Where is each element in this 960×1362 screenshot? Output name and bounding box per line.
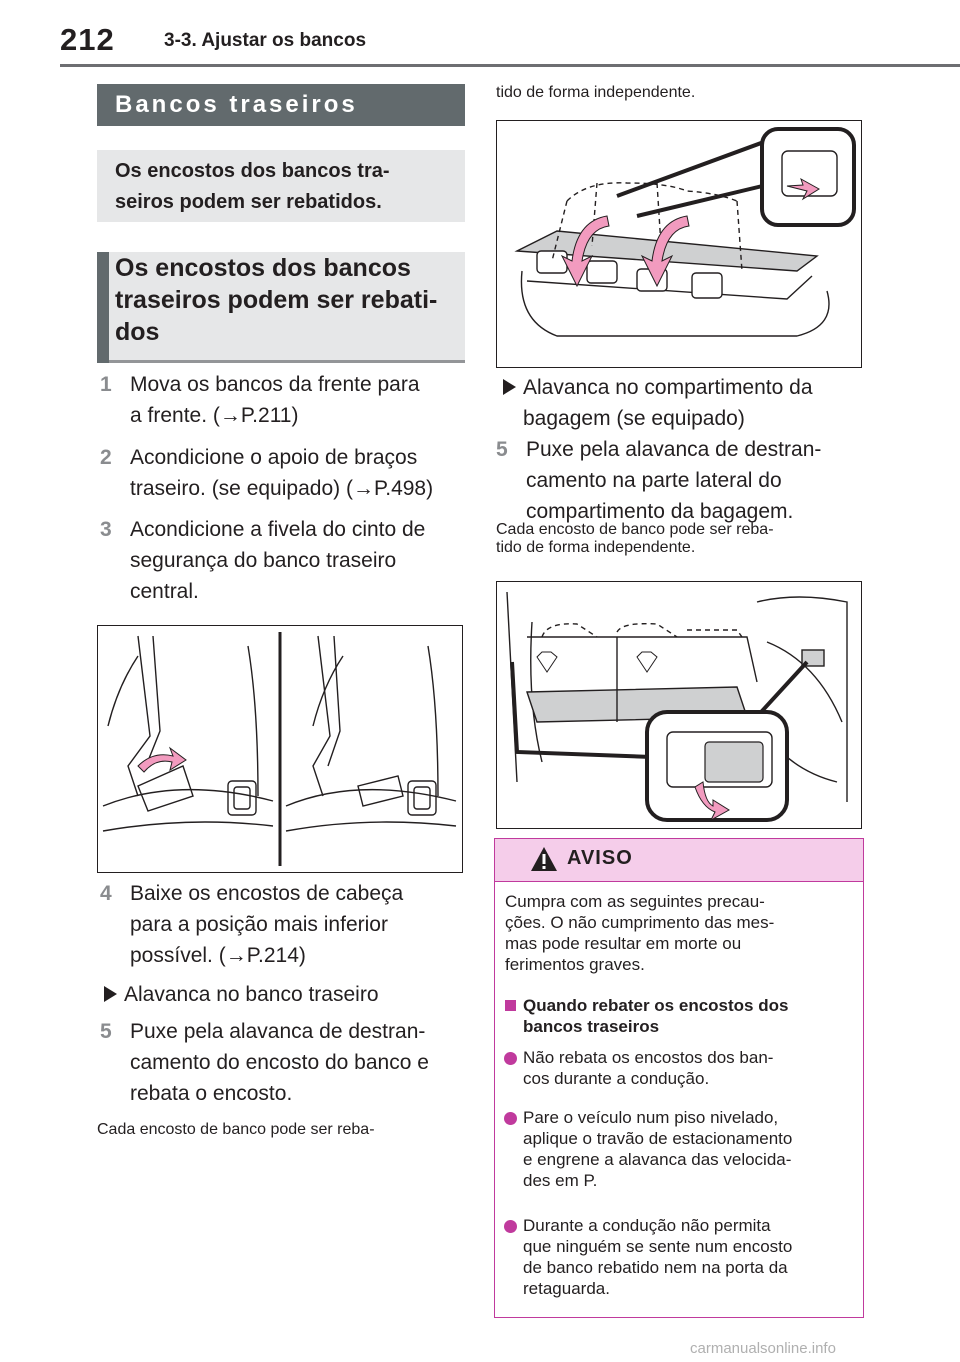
option-text: Alavanca no banco traseiro	[124, 983, 379, 1006]
step-number: 2	[100, 446, 112, 469]
note-text: Cada encosto de banco pode ser reba-	[97, 1121, 375, 1138]
section-heading-bar	[97, 84, 465, 126]
intro-line: Os encostos dos bancos tra-	[115, 160, 390, 182]
section-title: 3-3. Ajustar os bancos	[164, 30, 367, 51]
header-rule	[60, 64, 960, 67]
rear-seat-illustration	[497, 121, 861, 367]
page-number: 212	[60, 22, 115, 57]
subheading-box	[97, 252, 465, 363]
seatbelt-figure	[97, 625, 463, 873]
subheading-line: Os encostos dos bancos	[115, 254, 411, 282]
option-label	[124, 979, 464, 1010]
note-continued: tido de forma independente.	[496, 84, 696, 101]
warning-box	[494, 838, 864, 1318]
warning-subheading: Quando rebater os encostos dos bancos traseiros	[523, 996, 789, 1036]
step-text: Baixe os encostos de cabeça para a posição mais inferior possível. (→P.214)	[130, 882, 404, 967]
option-label-right: Alavanca no compartimento da bagagem (se equipado)	[523, 376, 813, 430]
seatbelt-illustration	[98, 626, 462, 872]
step-text: Acondicione o apoio de braços traseiro. (se equipado) (→P.498)	[130, 446, 434, 500]
step-text: Acondicione a fivela do cinto de segurança do banco traseiro central.	[130, 518, 426, 603]
step-number: 1	[100, 373, 112, 396]
warning-item: Pare o veículo num piso nivelado, aplique o travão de estacionamento e engrene a alavanca das velocida- des em P.	[523, 1108, 793, 1190]
subheading-line: traseiros podem ser rebati-	[115, 286, 438, 314]
dot-bullet-icon	[504, 1052, 517, 1065]
warning-item: Durante a condução não permita que ninguém se sente num encosto de banco rebatido nem na porta da retaguarda.	[523, 1216, 793, 1298]
step-number: 3	[100, 518, 112, 541]
step-text: Mova os bancos da frente para a frente. (→P.211)	[130, 373, 420, 427]
warning-intro: Cumpra com as seguintes precau- ções. O não cumprimento das mes- mas pode resultar em morte ou ferimentos graves.	[505, 892, 775, 974]
intro-box	[97, 150, 465, 222]
step-number: 5	[100, 1020, 112, 1043]
dot-bullet-icon	[504, 1220, 517, 1233]
warning-header	[495, 839, 863, 882]
subheading-line: dos	[115, 318, 160, 346]
triangle-bullet-icon	[503, 379, 516, 395]
warning-triangle-icon	[529, 845, 559, 873]
dot-bullet-icon	[504, 1112, 517, 1125]
luggage-illustration	[497, 582, 861, 828]
intro-line: seiros podem ser rebatidos.	[115, 191, 382, 213]
step-text: Puxe pela alavanca de destran- camento na parte lateral do compartimento da bagagem.	[526, 438, 822, 523]
triangle-bullet-icon	[104, 986, 117, 1002]
luggage-figure	[496, 581, 862, 829]
warning-item: Não rebata os encostos dos ban- cos durante a condução.	[523, 1048, 774, 1088]
step-text: Puxe pela alavanca de destran- camento do encosto do banco e rebata o encosto.	[130, 1020, 429, 1105]
rear-seat-figure	[496, 120, 862, 368]
square-bullet-icon	[505, 1000, 516, 1011]
step-number: 4	[100, 882, 112, 905]
step-number: 5	[496, 438, 508, 461]
section-heading: Bancos traseiros	[115, 91, 358, 118]
note-right: Cada encosto de banco pode ser reba- tido de forma independente.	[496, 521, 774, 556]
footer-watermark: carmanualsonline.info	[690, 1340, 836, 1357]
warning-title: AVISO	[567, 847, 633, 869]
